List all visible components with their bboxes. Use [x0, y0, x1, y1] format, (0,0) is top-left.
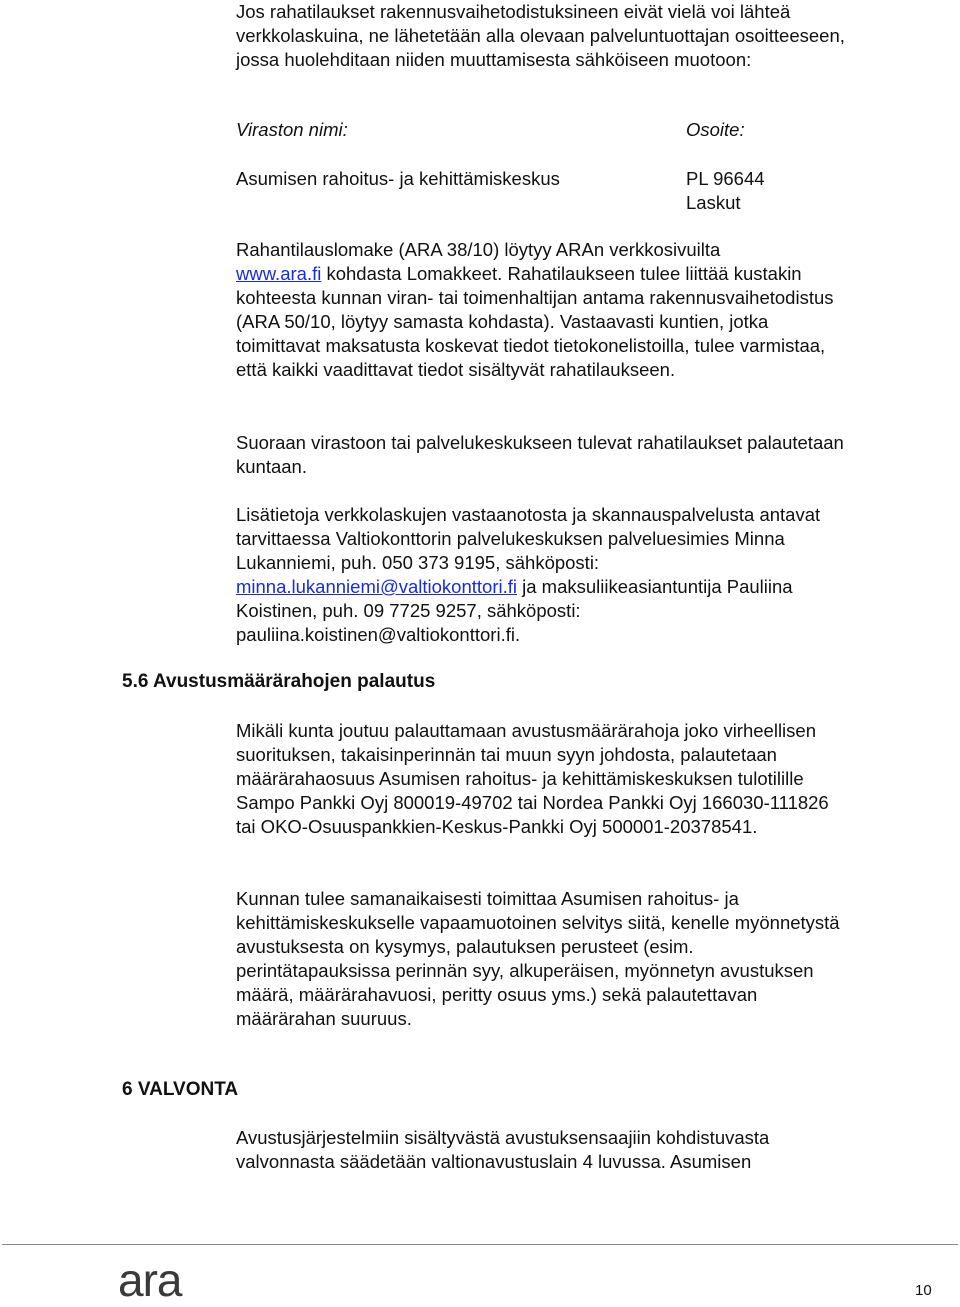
section-5-6-heading: 5.6 Avustusmäärärahojen palautus — [122, 671, 436, 692]
direct-paragraph: Suoraan virastoon tai palvelukeskukseen tulevat rahatilaukset palautetaan kuntaan. — [236, 432, 844, 477]
section-5-6-paragraph-2: Kunnan tulee samanaikaisesti toimittaa Asumisen rahoitus- ja kehittämiskeskukselle vapaamuotoinen selvitys siitä, kenelle myönnetystä avustuksesta on kysymys, palautuksen perusteet (esim. perintätapauksissa perinnän syy, alkuperäisen, myönnetyn avustuksen määrä, määrärahavuosi, peritty osuus yms.) sekä palautettavan määrärahan suuruus. — [236, 888, 840, 1029]
section-6-heading: 6 VALVONTA — [122, 1079, 239, 1100]
info-paragraph-part1: Lisätietoja verkkolaskujen vastaanotosta ja skannauspalvelusta antavat tarvittaessa Valtiokonttorin palvelukeskuksen palveluesimies Minna Lukanniemi, puh. 050 373 9195, sähköposti: — [236, 504, 821, 573]
ara-website-link[interactable]: www.ara.fi — [236, 263, 322, 284]
form-paragraph-part1: Rahantilauslomake (ARA 38/10) löytyy ARAn verkkosivuilta — [236, 239, 721, 260]
section-5-6-paragraph-1: Mikäli kunta joutuu palauttamaan avustusmäärärahoja joko virheellisen suorituksen, takaisinperinnän tai muun syyn johdosta, palautetaan määrärahaosuus Asumisen rahoitus- ja kehittämiskeskuksen tulotilille Sampo Pankki Oyj 800019-49702 tai Nordea Pankki Oyj 166030-111826 tai OKO-Osuuspankkien-Keskus-Pankki Oyj 500001-20378541. — [236, 720, 829, 837]
ara-logo-text: ara — [118, 1262, 182, 1302]
office-name: Asumisen rahoitus- ja kehittämiskeskus — [236, 168, 560, 189]
email-link[interactable]: minna.lukanniemi@valtiokonttori.fi — [236, 576, 517, 597]
page-number: 10 — [915, 1282, 932, 1299]
office-address-line1: PL 96644 — [686, 168, 765, 189]
form-paragraph-part2: kohdasta Lomakkeet. Rahatilaukseen tulee liittää kustakin kohteesta kunnan viran- tai toimenhaltijan antama rakennusvaihetodistus (ARA 50/10, löytyy samasta kohdasta). Vastaavasti kuntien, jotka toimittavat maksatusta koskevat tiedot tietokonelistoilla, tulee varmistaa, että kaikki vaadittavat tiedot sisältyvät rahatilaukseen. — [236, 263, 834, 380]
office-address — [686, 167, 765, 215]
ara-logo — [118, 1262, 190, 1302]
info-paragraph — [236, 503, 846, 647]
footer-divider — [2, 1244, 958, 1245]
intro-paragraph: Jos rahatilaukset rakennusvaihetodistuksineen eivät vielä voi lähteä verkkolaskuina, ne lähetetään alla olevaan palveluntuottajan osoitteeseen, jossa huolehditaan niiden muuttamisesta sähköiseen muotoon: — [236, 1, 845, 70]
section-6-paragraph-1: Avustusjärjestelmiin sisältyvästä avustuksensaajiin kohdistuvasta valvonnasta säädetään valtionavustuslain 4 luvussa. Asumisen — [236, 1127, 770, 1172]
office-name-header: Viraston nimi: — [236, 119, 348, 140]
form-paragraph — [236, 238, 846, 382]
info-paragraph-part2: ja maksuliikeasiantuntija Pauliina Koistinen, puh. 09 7725 9257, sähköposti: pauliina.koistinen@valtiokonttori.fi. — [236, 576, 793, 645]
office-address-header: Osoite: — [686, 119, 745, 140]
office-address-line2: Laskut — [686, 192, 741, 213]
